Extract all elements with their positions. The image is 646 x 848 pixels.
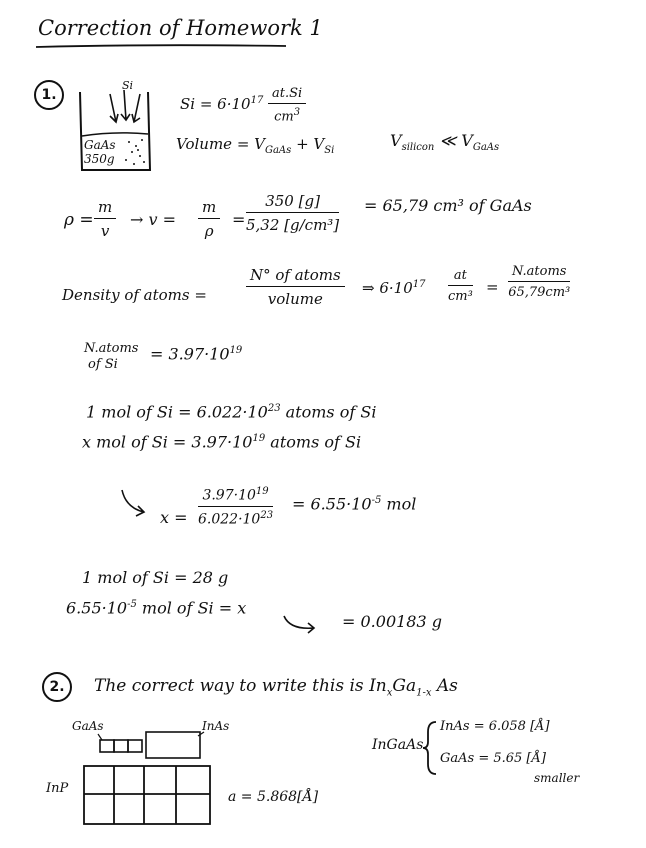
volume-equation: Volume = $V_{GaAs} + V_{Si}$ <box>176 135 335 156</box>
mass-equation-1: 1 mol of Si = 28 g <box>82 568 229 587</box>
arrow-1 <box>110 94 118 122</box>
implies-density: ⇒ $6\cdot 10^{17}$ <box>362 279 426 297</box>
curved-arrow-2 <box>280 612 330 642</box>
arrow-v-equals: → v = <box>130 210 177 229</box>
gaas-cells <box>100 740 142 752</box>
rho-label: ρ = <box>64 210 94 230</box>
volume-result: = 65,79 cm³ of GaAs <box>364 196 532 215</box>
equals-1: = <box>232 210 246 229</box>
si-concentration-unit: $\frac{at.Si}{cm^3}$ <box>268 86 306 124</box>
si-concentration: $Si = 6\cdot 10^{17}$ <box>180 95 264 113</box>
mass-result: = 0.00183 g <box>342 612 442 631</box>
mol-equation-1: 1 mol of $Si = 6.022\cdot 10^{23}$ atoms of Si <box>86 402 377 422</box>
natoms-label-bottom: of Si <box>88 357 118 372</box>
diagram-material-label: GaAs <box>84 138 116 152</box>
mass-equation-2: $6.55\cdot 10^{-5}$ mol of Si = x <box>66 598 247 618</box>
x-fraction: $\frac{3.97\cdot 10^{19}}{6.022\cdot 10^{23}}$ <box>198 486 274 528</box>
lattice-diagram <box>78 726 248 826</box>
x-result: = $6.55\cdot 10^{-5}$ mol <box>292 494 417 514</box>
mass-over-density: $\frac{350 [g]}{\text{5,32 [g/cm³]}}$ <box>246 192 340 234</box>
problem-2-sentence: The correct way to write this is $In_xGa_{1-x}$ As <box>94 676 458 699</box>
gaas-lattice: GaAs = 5.65 [Å] <box>440 751 546 766</box>
ingaas-label: InGaAs <box>372 737 424 753</box>
natoms-over-volume: N.atoms 65,79cm³ <box>508 264 571 300</box>
dots <box>125 139 145 165</box>
x-label: x = <box>160 508 188 527</box>
equals-2: = <box>486 278 499 296</box>
arrow-2 <box>121 90 130 120</box>
diagram-si-label: Si <box>122 79 134 92</box>
atoms-over-volume: N° of atoms volume <box>246 266 345 308</box>
mol-equation-2: x mol of $Si = 3.97\cdot 10^{19}$ atoms of Si <box>82 432 362 452</box>
curved-arrow-1 <box>118 486 158 526</box>
density-of-atoms-label: Density of atoms = <box>62 286 207 304</box>
inas-cell <box>146 732 200 758</box>
lattice-constant: a = 5.868[Å] <box>228 789 319 805</box>
diagram-mass-label: 350g <box>84 152 115 166</box>
inas-lattice: InAs = 6.058 [Å] <box>440 719 550 734</box>
inp-label: InP <box>46 781 69 796</box>
inp-grid <box>84 766 210 824</box>
inas-label: InAs <box>202 719 230 733</box>
arrow-3 <box>132 94 140 122</box>
m-over-v: $\frac{m}{v}$ <box>94 198 116 240</box>
page-title: Correction of Homework 1 <box>38 16 323 40</box>
problem-2-number: 2. <box>42 672 72 702</box>
volume-comparison: $V_{silicon}$ ≪ $V_{GaAs}$ <box>390 131 500 154</box>
gaas-label: GaAs <box>72 719 104 733</box>
liquid-level <box>82 133 148 136</box>
m-over-rho: $\frac{m}{\rho}$ <box>198 198 220 240</box>
gaas-leader <box>98 734 102 740</box>
natoms-value: = $3.97\cdot 10^{19}$ <box>150 344 243 364</box>
at-per-cm3: $\frac{at}{\text{cm³}}$ <box>448 268 473 304</box>
brace <box>420 718 440 778</box>
problem-1-number: 1. <box>34 80 64 110</box>
natoms-label-top: N.atoms <box>84 341 139 356</box>
smaller-note: smaller <box>534 771 580 785</box>
title-underline <box>36 45 286 47</box>
